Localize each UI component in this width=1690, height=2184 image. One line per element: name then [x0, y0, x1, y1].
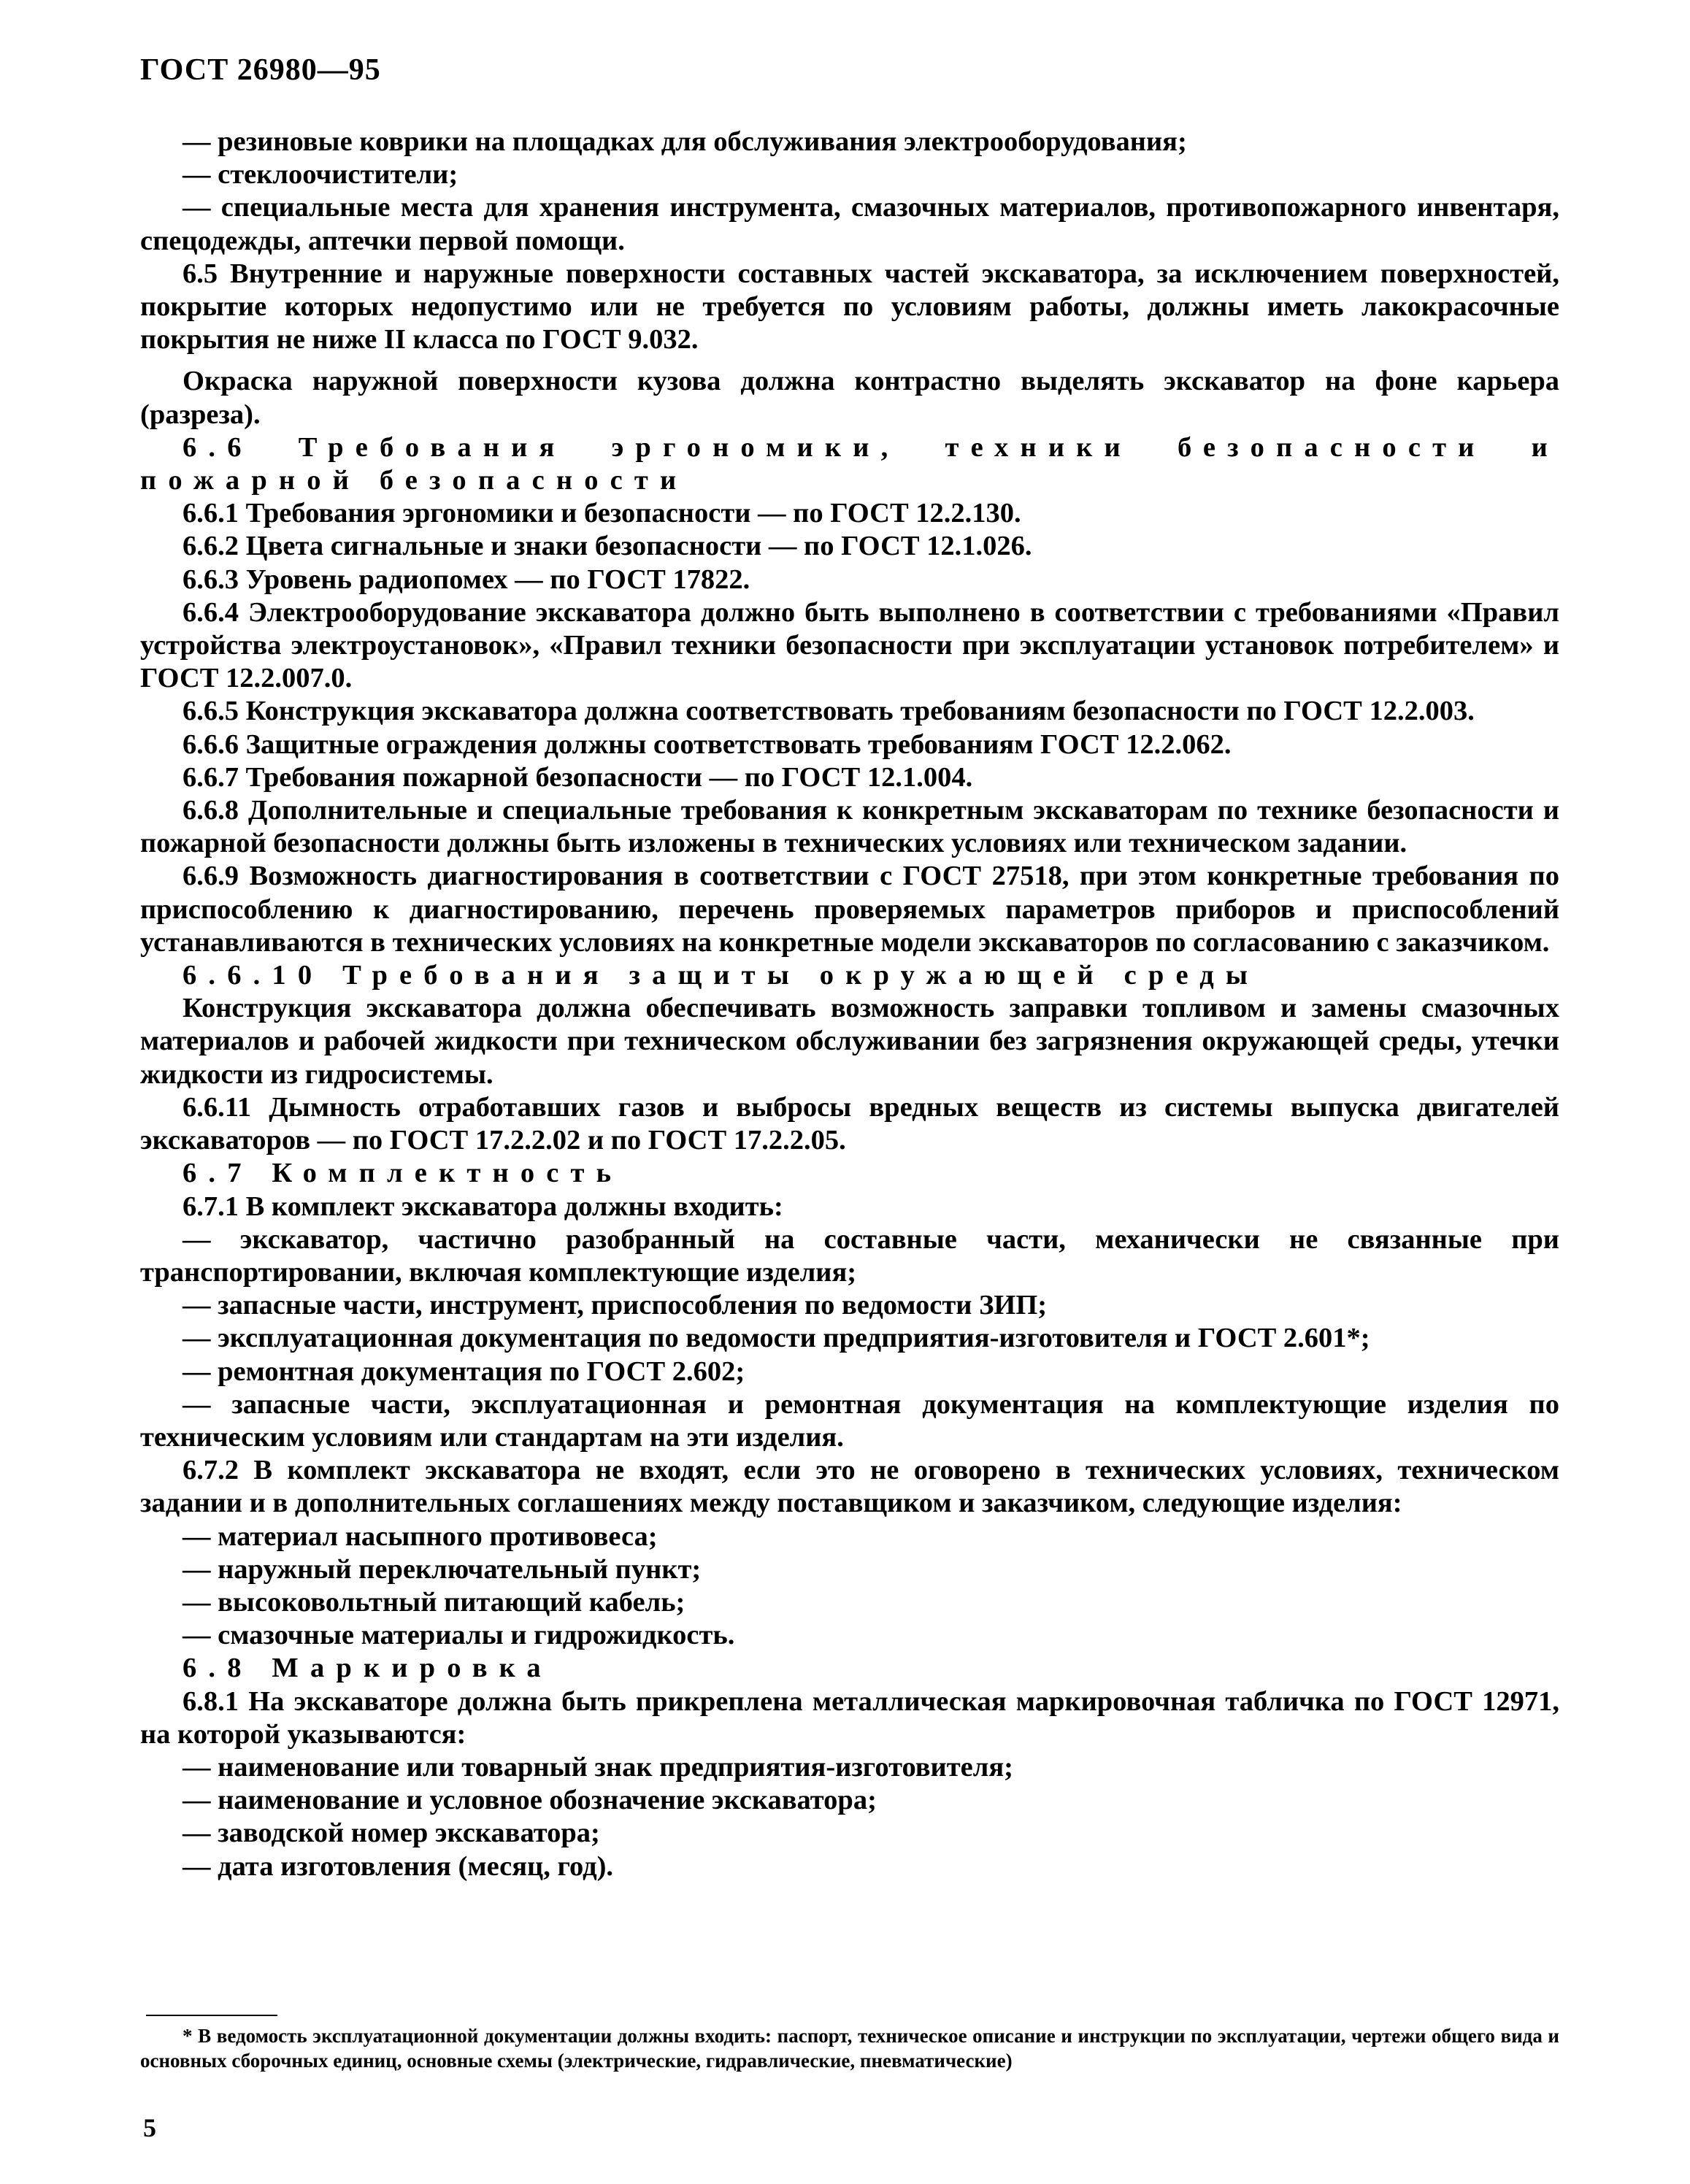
clause-6-6-6: 6.6.6 Защитные ограждения должны соответствовать требованиям ГОСТ 12.2.062.: [183, 728, 1232, 760]
clause-6-7-1: 6.7.1 В комплект экскаватора должны входить:: [183, 1191, 783, 1222]
clause-6-6-2: 6.6.2 Цвета сигнальные и знаки безопасности — по ГОСТ 12.1.026.: [183, 531, 1032, 562]
clause-6-6-1: 6.6.1 Требования эргономики и безопасности — по ГОСТ 12.2.130.: [183, 498, 1021, 529]
list-item: — эксплуатационная документация по ведомости предприятия-изготовителя и ГОСТ 2.601*;: [183, 1323, 1370, 1354]
standard-code-header: ГОСТ 26980—95: [140, 53, 381, 87]
list-item: — запасные части, инструмент, приспособления по ведомости ЗИП;: [183, 1290, 1048, 1321]
list-item: — высоковольтный питающий кабель;: [183, 1586, 685, 1618]
clause-6-6-4: 6.6.4 Электрооборудование экскаватора должно быть выполнено в соответствии с требованиями «Правил устройства электроустановок», «Правил техники безопасности при эксплуатации установок потребителем» и ГОСТ 12.2.007.0.: [140, 596, 1559, 694]
list-item: — экскаватор, частично разобранный на составные части, механически не связанные при транспортировании, включая комплектующие изделия;: [140, 1223, 1559, 1288]
section-heading-6-6-10: 6.6.10 Требования защиты окружающей среды: [183, 960, 1260, 991]
clause-6-6-5: 6.6.5 Конструкция экскаватора должна соответствовать требованиям безопасности по ГОСТ 12.2.003.: [183, 696, 1475, 727]
section-heading-6-8: 6.8 Маркировка: [183, 1653, 553, 1684]
footnote: * В ведомость эксплуатационной документации должны входить: паспорт, техническое описание и инструкции по эксплуатации, чертежи общего вида и основных сборочных единиц, основные схемы (электрические, гидравлические, пневматические): [140, 2025, 1559, 2072]
section-heading-6-6: 6.6 Требования эргономики, техники безопасности и пожарной безопасности: [140, 431, 1559, 496]
clause-6-7-2: 6.7.2 В комплект экскаватора не входят, если это не оговорено в технических условиях, техническом задании и в дополнительных соглашениях между поставщиком и заказчиком, следующие изделия:: [140, 1455, 1559, 1519]
list-item: — наименование или товарный знак предприятия-изготовителя;: [183, 1751, 1013, 1783]
document-body: [140, 126, 1559, 1883]
list-item: — материал насыпного противовеса;: [183, 1520, 658, 1552]
clause-6-5: 6.5 Внутренние и наружные поверхности составных частей экскаватора, за исключением поверхностей, покрытие которых недопустимо или не требуется по условиям работы, должны иметь лакокрасочные покрытия не ниже II класса по ГОСТ 9.032.: [140, 258, 1559, 355]
footnote-divider: [146, 2015, 277, 2016]
list-item: — наименование и условное обозначение экскаватора;: [183, 1785, 877, 1816]
clause-6-6-7: 6.6.7 Требования пожарной безопасности — по ГОСТ 12.1.004.: [183, 761, 973, 793]
list-item: — ремонтная документация по ГОСТ 2.602;: [183, 1356, 745, 1387]
clause-6-8-1: 6.8.1 На экскаваторе должна быть прикреплена металлическая маркировочная табличка по ГОСТ 12971, на которой указываются:: [140, 1685, 1559, 1750]
paragraph: Конструкция экскаватора должна обеспечивать возможность заправки топливом и замены смазочных материалов и рабочей жидкости при техническом обслуживании без загрязнения окружающей среды, утечки жидкости из гидросистемы.: [140, 993, 1559, 1090]
clause-6-6-11: 6.6.11 Дымность отработавших газов и выбросы вредных веществ из системы выпуска двигателей экскаваторов — по ГОСТ 17.2.2.02 и по ГОСТ 17.2.2.05.: [140, 1091, 1559, 1156]
list-item: — дата изготовления (месяц, год).: [183, 1850, 614, 1882]
section-heading-6-7: 6.7 Комплектность: [183, 1158, 623, 1189]
list-item: — запасные части, эксплуатационная и ремонтная документация на комплектующие изделия по техническим условиям или стандартам на эти изделия.: [140, 1388, 1559, 1453]
list-item: — наружный переключательный пункт;: [183, 1553, 702, 1585]
list-item: — специальные места для хранения инструмента, смазочных материалов, противопожарного инвентаря, спецодежды, аптечки первой помощи.: [140, 192, 1559, 256]
paragraph: Окраска наружной поверхности кузова должна контрастно выделять экскаватор на фоне карьера (разреза).: [140, 366, 1559, 430]
list-item: — стеклоочистители;: [183, 159, 458, 191]
list-item: — резиновые коврики на площадках для обслуживания электрооборудования;: [183, 126, 1187, 157]
page-number: 5: [143, 2113, 156, 2142]
clause-6-6-3: 6.6.3 Уровень радиопомех — по ГОСТ 17822.: [183, 564, 750, 595]
clause-6-6-8: 6.6.8 Дополнительные и специальные требования к конкретным экскаваторам по технике безопасности и пожарной безопасности должны быть изложены в технических условиях или техническом задании.: [140, 795, 1559, 859]
list-item: — смазочные материалы и гидрожидкость.: [183, 1620, 735, 1651]
clause-6-6-9: 6.6.9 Возможность диагностирования в соответствии с ГОСТ 27518, при этом конкретные требования по приспособлению к диагностированию, перечень проверяемых параметров приборов и приспособлений устанавливаются в технических условиях на конкретные модели экскаваторов по согласованию с заказчиком.: [140, 861, 1559, 958]
list-item: — заводской номер экскаватора;: [183, 1818, 600, 1849]
